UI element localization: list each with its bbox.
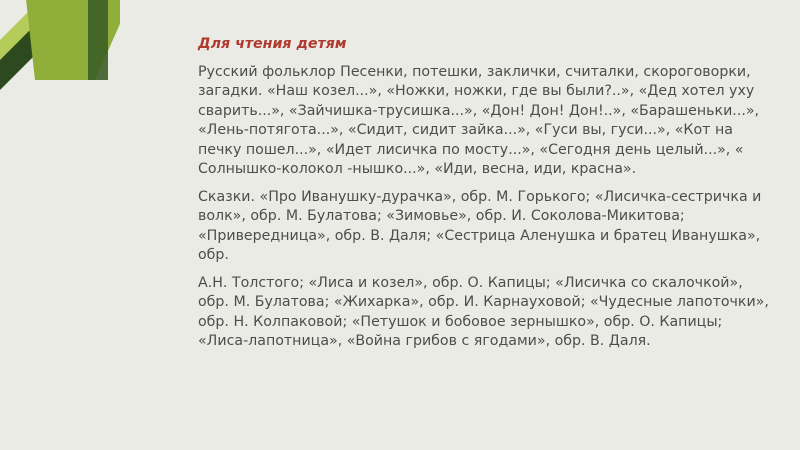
slide-content: [176, 35, 772, 360]
tolstoy-paragraph: А.Н. Толстого; «Лиса и козел», обр. О. Капицы; «Лисичка со скалочкой», обр. М. Булатова; «Жихарка», обр. И. Карнауховой; «Чудесные лапоточки», обр. Н. Колпаковой; «Петушок и бобовое зернышко», обр. О. Капицы; «Лиса-лапотница», «Война грибов с ягодами», обр. В. Даля.: [198, 274, 769, 349]
list-item-fairytales: [176, 188, 772, 266]
decorative-stripes: [0, 0, 120, 450]
list-item-title: [176, 35, 772, 55]
folklore-paragraph: Русский фольклор Песенки, потешки, заклички, считалки, скороговорки, загадки. «Наш козел...», «Ножки, ножки, где вы были?..», «Дед хотел уху сварить...», «Зайчишка-трусишка...», «Дон! Дон! Дон!..», «Барашеньки...», «Лень-потягота...», «Сидит, сидит зайка...», «Гуси вы, гуси...», «Кот на печку пошел...», «Идет лисичка по мосту...», «Сегодня день целый...», « Солнышко-колокол -нышко...», «Иди, весна, иди, красна».: [198, 63, 760, 177]
list-item-tolstoy: [176, 274, 772, 352]
slide-heading: Для чтения детям: [198, 36, 347, 52]
list-item-folklore: [176, 63, 772, 180]
fairytales-paragraph: Сказки. «Про Иванушку-дурачка», обр. М. Горького; «Лисичка-сестричка и волк», обр. М. Булатова; «Зимовье», обр. И. Соколова-Микитова; «Привередница», обр. В. Даля; «Сестрица Аленушка и братец Иванушка», обр.: [198, 188, 762, 263]
dark-wedge-shape: [88, 0, 108, 80]
